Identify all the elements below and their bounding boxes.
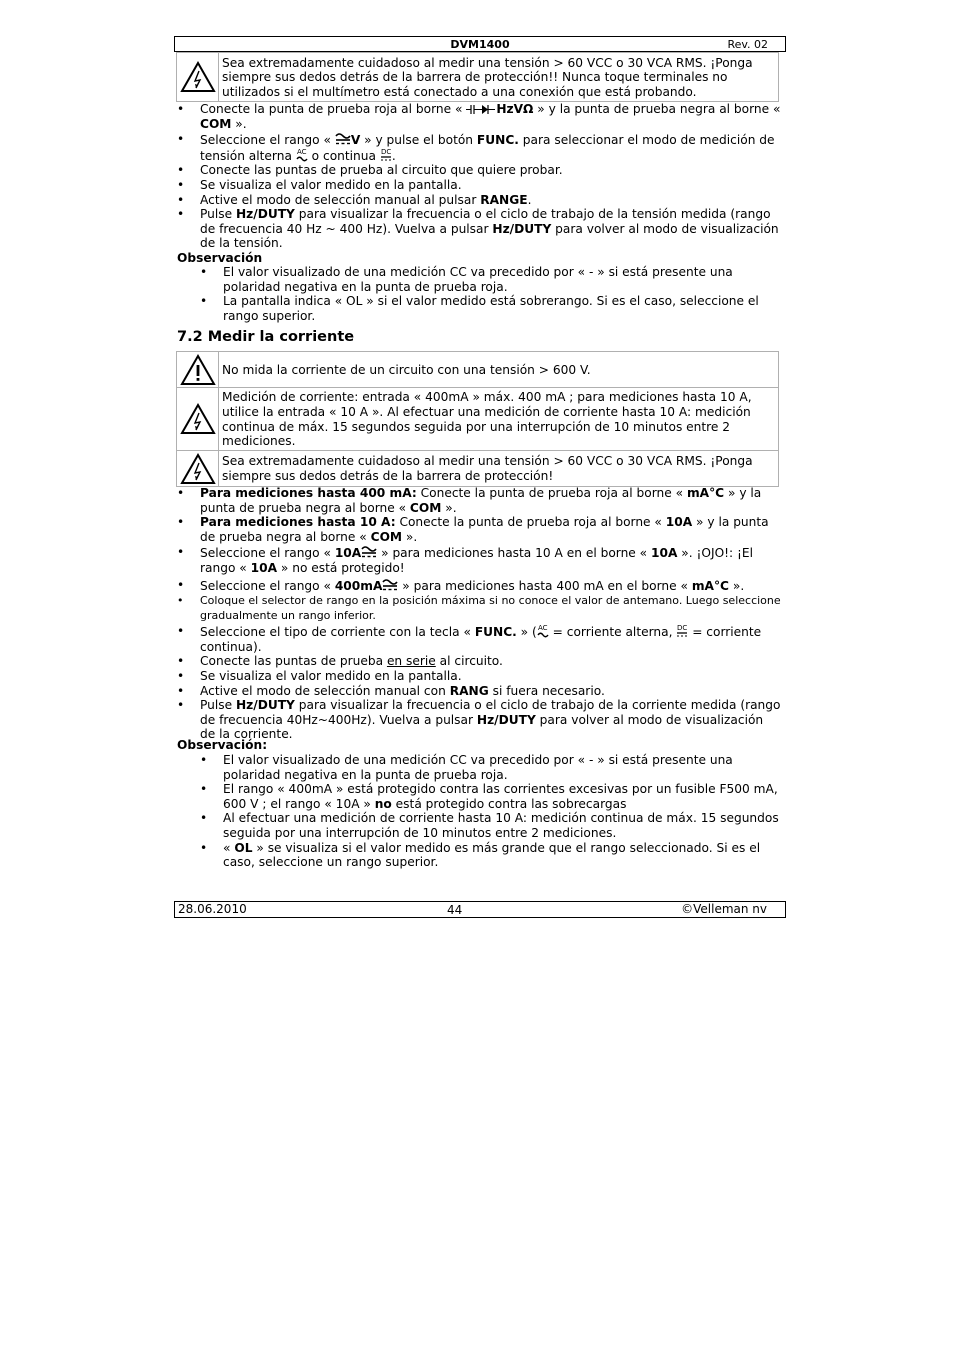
list-item: • Coloque el selector de rango en la posición máxima si no conoce el valor de antemano. Luego seleccione gradualmente un rango inferior.: [176, 593, 782, 623]
list-item: • Conecte las puntas de prueba al circuito que quiere probar.: [176, 163, 782, 178]
warning-text: No mida la corriente de un circuito con una tensión > 600 V.: [219, 352, 779, 388]
list-item: • Pulse Hz/DUTY para visualizar la frecuencia o el ciclo de trabajo de la corriente medida (rango de frecuencia 40Hz~400Hz). Vuelva a pulsar Hz/DUTY para volver al modo de visualización de la corriente.: [176, 698, 782, 742]
current-warning-table: [176, 351, 779, 487]
page-header: [174, 36, 786, 52]
list-item: • Para mediciones hasta 400 mA: Conecte la punta de prueba roja al borne « mA°C » y la punta de prueba negra al borne « COM ».: [176, 486, 782, 515]
acdc-icon: [382, 578, 398, 592]
list-item: • Seleccione el tipo de corriente con la tecla « FUNC. » ( AC = corriente alterna, DC = corriente continua).: [176, 624, 782, 654]
voltage-steps-list: [176, 102, 782, 251]
list-item: • « OL » se visualiza si el valor medido es más grande que el rango seleccionado. Si es el caso, seleccione un rango superior.: [199, 841, 779, 870]
copyright: ©Velleman nv: [681, 902, 767, 916]
page-number: 44: [447, 903, 463, 917]
dc-icon: [380, 148, 392, 162]
high-voltage-warning-icon: [177, 388, 219, 451]
warning-text: Medición de corriente: entrada « 400mA » máx. 400 mA ; para mediciones hasta 10 A, utilice la entrada « 10 A ». Al efectuar una medición de corriente hasta 10 A: medición continua de máx. 15 segundos seguida por una interrupción de 10 minutos entre 2 mediciones.: [219, 388, 779, 451]
list-item: • Conecte las puntas de prueba en serie al circuito.: [176, 654, 782, 669]
voltage-warning-box: [176, 52, 779, 102]
list-item: • Se visualiza el valor medido en la pantalla.: [176, 178, 782, 193]
ac-icon: [296, 148, 308, 162]
list-item: • El rango « 400mA » está protegido contra las corrientes excesivas por un fusible F500 mA, 600 V ; el rango « 10A » no está protegido contra las sobrecargas: [199, 782, 779, 811]
list-item: • Se visualiza el valor medido en la pantalla.: [176, 669, 782, 684]
observation-label: Observación:: [177, 738, 268, 752]
acdc-icon: [335, 132, 351, 146]
svg-text:DC: DC: [380, 147, 392, 156]
dc-icon: [676, 624, 688, 638]
observation-label: Observación: [177, 251, 263, 265]
list-item: • Seleccione el rango « 10A » para mediciones hasta 10 A en el borne « 10A ». ¡OJO!: ¡El rango « 10A » no está protegido!: [176, 545, 782, 575]
list-item: • El valor visualizado de una medición CC va precedido por « - » si está presente una polaridad negativa en la punta de prueba roja.: [199, 265, 779, 294]
warning-text: Sea extremadamente cuidadoso al medir una tensión > 60 VCC o 30 VCA RMS. ¡Ponga siempre sus dedos detrás de la barrera de protección!: [219, 451, 779, 487]
list-item: • Seleccione el rango « 400mA » para mediciones hasta 400 mA en el borne « mA°C ».: [176, 578, 782, 594]
list-item: • Pulse Hz/DUTY para visualizar la frecuencia o el ciclo de trabajo de la tensión medida (rango de frecuencia 40 Hz ~ 400 Hz). Vuelva a pulsar Hz/DUTY para volver al modo de visualización de la tensión.: [176, 207, 782, 251]
diode-capacitor-icon: [466, 104, 496, 115]
observation-list: [199, 753, 779, 870]
current-steps-list: [176, 486, 782, 742]
page-footer: [174, 901, 786, 918]
list-item: • Active el modo de selección manual con RANG si fuera necesario.: [176, 684, 782, 699]
list-item: • El valor visualizado de una medición CC va precedido por « - » si está presente una polaridad negativa en la punta de prueba roja.: [199, 753, 779, 782]
warning-text: Sea extremadamente cuidadoso al medir una tensión > 60 VCC o 30 VCA RMS. ¡Ponga siempre sus dedos detrás de la barrera de protección!! Nunca toque terminales no utilizados si el multímetro está conectado a una conexión que está probando.: [219, 53, 779, 102]
observation-list: [199, 265, 779, 323]
section-heading: 7.2 Medir la corriente: [177, 329, 355, 345]
list-item: • La pantalla indica « OL » si el valor medido está sobrerango. Si es el caso, seleccione el rango superior.: [199, 294, 779, 323]
svg-text:AC: AC: [537, 624, 548, 633]
ac-icon: [537, 624, 549, 638]
high-voltage-warning-icon: [177, 451, 219, 487]
svg-text:AC: AC: [296, 147, 307, 156]
high-voltage-warning-icon: [177, 53, 219, 102]
acdc-icon: [361, 545, 377, 559]
svg-text:DC: DC: [677, 624, 688, 633]
model-name: DVM1400: [450, 38, 510, 51]
list-item: • Conecte la punta de prueba roja al borne « HzVΩ » y la punta de prueba negra al borne « COM ».: [176, 102, 782, 131]
list-item: • Al efectuar una medición de corriente hasta 10 A: medición continua de máx. 15 segundos seguida por una interrupción de 10 minutos entre 2 mediciones.: [199, 811, 779, 840]
list-item: • Seleccione el rango « V » y pulse el botón FUNC. para seleccionar el modo de medición de tensión alterna AC o continua DC .: [176, 132, 782, 163]
list-item: • Para mediciones hasta 10 A: Conecte la punta de prueba roja al borne « 10A » y la punta de prueba negra al borne « COM ».: [176, 515, 782, 544]
exclamation-warning-icon: [177, 352, 219, 388]
list-item: • Active el modo de selección manual al pulsar RANGE.: [176, 193, 782, 208]
publication-date: 28.06.2010: [178, 902, 247, 916]
revision: Rev. 02: [727, 38, 768, 51]
